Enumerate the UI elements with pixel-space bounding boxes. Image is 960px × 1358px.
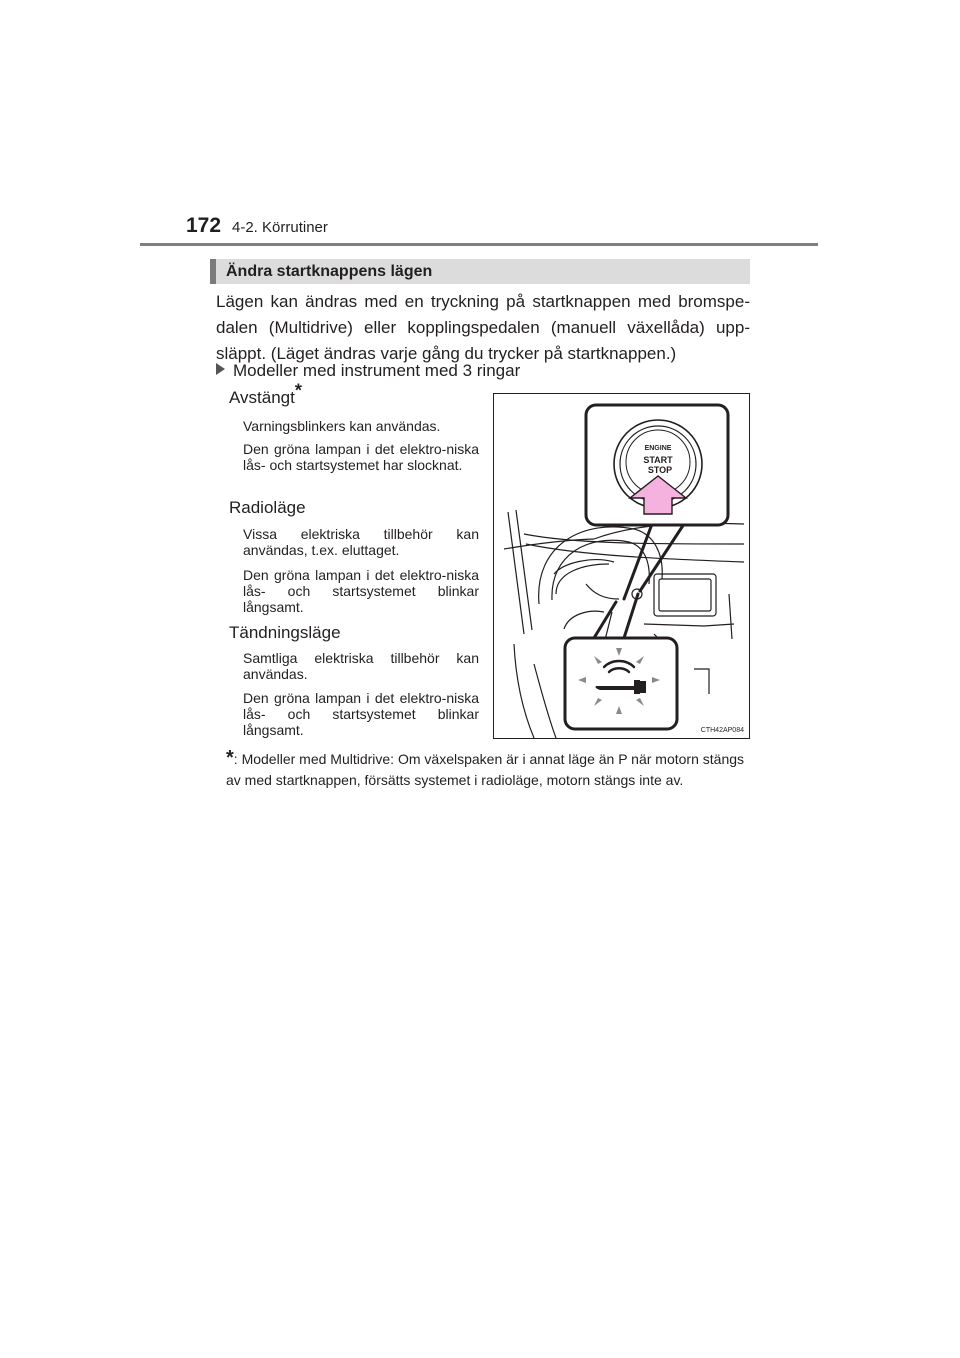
- callout-key-indicator: [565, 638, 677, 729]
- bullet-item: [216, 360, 520, 382]
- footnote-marker: *: [226, 747, 234, 769]
- figure-start-button: [493, 393, 750, 739]
- footnote: [226, 748, 746, 791]
- mode-desc: Den gröna lampan i det elektro-niska lås- och startsystemet har slocknat.: [243, 441, 479, 473]
- button-label: START: [643, 455, 673, 465]
- mode-desc: Den gröna lampan i det elektro-niska lås- och startsystemet blinkar långsamt.: [243, 567, 479, 615]
- bullet-text: Modeller med instrument med 3 ringar: [233, 361, 521, 380]
- button-label: ENGINE: [644, 445, 672, 452]
- section-label: 4-2. Körrutiner: [232, 219, 328, 236]
- mode-desc: Samtliga elektriska tillbehör kan användas.: [243, 650, 479, 682]
- intro-paragraph: Lägen kan ändras med en tryckning på startknappen med bromspe-dalen (Multidrive) eller kopplingspedalen (manuell växellåda) upp-släppt. (Läget ändras varje gång du trycker på startknappen.): [216, 292, 750, 363]
- dashboard-illustration: [494, 394, 749, 738]
- button-label: STOP: [647, 465, 673, 475]
- mode-desc: Varningsblinkers kan användas.: [243, 418, 441, 434]
- mode-desc: Vissa elektriska tillbehör kan användas, t.ex. eluttaget.: [243, 526, 479, 558]
- mode-title-text: Avstängt: [229, 388, 295, 407]
- section-heading: Ändra startknappens lägen: [210, 259, 750, 284]
- footnote-text: : Modeller med Multidrive: Om växelspaken är i annat läge än P när motorn stängs av med startknappen, försätts systemet i radioläge, motorn stängs inte av.: [226, 751, 745, 788]
- mode-title-ignition: Tändningsläge: [229, 623, 341, 642]
- page-number: 172: [186, 214, 222, 237]
- mode-title-radio: Radioläge: [229, 498, 306, 517]
- mode-title-off: [229, 380, 302, 408]
- mode-desc: Den gröna lampan i det elektro-niska lås- och startsystemet blinkar långsamt.: [243, 690, 479, 738]
- figure-code: CTH42AP084: [700, 727, 744, 734]
- header-divider: [140, 243, 818, 246]
- bullet-triangle-icon: [216, 363, 225, 375]
- footnote-marker: *: [294, 380, 302, 401]
